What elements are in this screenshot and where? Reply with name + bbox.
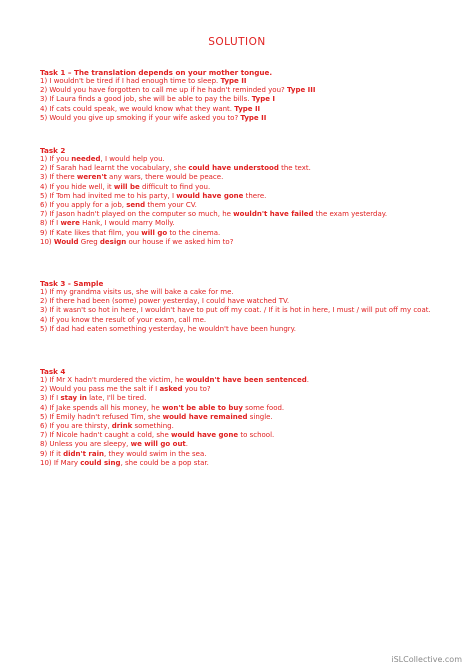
answer-text: we will go out <box>130 440 186 449</box>
task-1-section <box>40 68 452 123</box>
sentence-line <box>40 201 452 210</box>
sentence-text: 2) If there had been (some) power yesterday, I could have watched TV. <box>40 297 290 306</box>
sentence-text: , they would swim in the sea. <box>103 449 207 458</box>
task-4-heading: Task 4 <box>40 367 66 376</box>
answer-text: weren't <box>76 173 107 182</box>
sentence-text: to the cinema. <box>167 228 221 237</box>
answer-text: send <box>126 201 146 210</box>
answer-text: won't be able to buy <box>162 403 243 412</box>
answer-text: could have understood <box>188 164 279 173</box>
sentence-line <box>40 164 452 173</box>
sentence-line <box>40 440 452 449</box>
sentence-line <box>40 325 452 334</box>
sentence-text: 9) If it <box>40 449 64 458</box>
sentence-line <box>40 183 452 192</box>
answer-text: Type II <box>220 77 247 85</box>
sentence-line <box>40 404 452 413</box>
sentence-text: something. <box>132 422 174 431</box>
sentence-line <box>40 86 452 95</box>
sentence-text: 10) If Mary <box>40 458 81 467</box>
sentence-text: 8) If I <box>40 219 61 228</box>
sentence-line <box>40 422 452 431</box>
answer-text: Would <box>53 237 79 246</box>
sentence-text: Greg <box>78 237 100 246</box>
task-3-section <box>40 279 452 334</box>
sentence-text: 6) If you apply for a job, <box>40 201 127 210</box>
sentence-text: 2) Would you pass me the salt if I <box>40 385 160 394</box>
sentence-line <box>40 376 452 385</box>
sentence-text: 4) If you know the result of your exam, call me. <box>40 315 207 324</box>
answer-text: wouldn't have been sentenced <box>185 376 307 384</box>
task-3-lines <box>40 288 452 334</box>
sentence-text: 1) If you <box>40 155 72 163</box>
sentence-text: them your CV. <box>145 201 197 210</box>
sentence-line <box>40 95 452 104</box>
sentence-text: , I would help you. <box>100 155 165 163</box>
sentence-line <box>40 173 452 182</box>
sentence-text: 5) If Tom had invited me to his party, I <box>40 191 177 200</box>
answer-text: didn't rain <box>63 449 104 458</box>
answer-text: could sing <box>80 458 121 467</box>
sentence-text: 1) I wouldn't be tired if I had enough time to sleep. <box>40 77 221 85</box>
sentence-text: to school. <box>238 431 275 440</box>
sentence-text: you to? <box>182 385 211 394</box>
answer-text: stay in <box>60 394 87 403</box>
answer-text: wouldn't have failed <box>233 210 314 219</box>
answer-text: needed <box>71 155 101 163</box>
page-title: SOLUTION <box>208 36 266 48</box>
sentence-line <box>40 450 452 459</box>
sentence-text: . <box>306 376 309 384</box>
answer-text: design <box>99 237 127 246</box>
sentence-line <box>40 238 452 247</box>
sentence-line <box>40 431 452 440</box>
sentence-text: difficult to find you. <box>139 182 211 191</box>
sentence-line <box>40 192 452 201</box>
sentence-line <box>40 155 452 164</box>
sentence-text: 2) Would you have forgotten to call me up if he hadn't reminded you? <box>40 86 287 95</box>
answer-text: would have remained <box>162 412 248 421</box>
sentence-text: 3) If Laura finds a good job, she will be able to pay the bills. <box>40 95 252 104</box>
answer-text: drink <box>111 422 133 431</box>
sentence-text: 5) If Emily hadn't refused Tim, she <box>40 412 163 421</box>
sentence-text: 4) If cats could speak, we would know what they want. <box>40 104 235 113</box>
sentence-text: the exam yesterday. <box>313 210 388 219</box>
sentence-text: any wars, there would be peace. <box>106 173 224 182</box>
task-1-lines <box>40 77 452 123</box>
sentence-text: late, I'll be tired. <box>86 394 147 403</box>
answer-text: were <box>60 219 80 228</box>
task-4-section <box>40 367 452 468</box>
sentence-text: 8) Unless you are sleepy, <box>40 440 131 449</box>
answer-text: would have gone <box>170 431 239 440</box>
sentence-text: 4) If you hide well, it <box>40 182 114 191</box>
sentence-line <box>40 219 452 228</box>
sentence-line <box>40 306 452 315</box>
sentence-text: 5) If dad had eaten something yesterday, he wouldn't have been hungry. <box>40 324 297 333</box>
sentence-line <box>40 316 452 325</box>
sentence-line <box>40 114 452 123</box>
task-3-heading: Task 3 - Sample <box>40 279 104 288</box>
sentence-line <box>40 297 452 306</box>
sentence-text: 7) If Jason hadn't played on the computer so much, he <box>40 210 234 219</box>
answer-text: Type II <box>234 104 261 113</box>
sentence-text: single. <box>247 412 273 421</box>
sentence-line <box>40 77 452 86</box>
sentence-text: the text. <box>278 164 311 173</box>
answer-text: Type III <box>286 86 316 95</box>
sentence-text: 5) Would you give up smoking if your wife asked you to? <box>40 113 241 122</box>
answer-text: Type I <box>251 95 275 104</box>
sentence-text: there. <box>243 191 267 200</box>
sentence-text: Hank, I would marry Molly. <box>79 219 175 228</box>
sentence-line <box>40 385 452 394</box>
answer-text: would have gone <box>176 191 244 200</box>
answer-text: Type II <box>240 113 267 122</box>
sentence-text: 1) If Mr X hadn't murdered the victim, he <box>40 376 186 384</box>
sentence-text: 6) If you are thirsty, <box>40 422 112 431</box>
sentence-text: 3) If there <box>40 173 77 182</box>
task-2-lines <box>40 155 452 247</box>
answer-text: will be <box>113 182 140 191</box>
sentence-text: . <box>185 440 189 449</box>
sentence-text: 3) If I <box>40 394 61 403</box>
sentence-text: 9) If Kate likes that film, you <box>40 228 142 237</box>
sentence-line <box>40 288 452 297</box>
task-1-heading: Task 1 – The translation depends on your mother tongue. <box>40 68 273 77</box>
sentence-text: 4) If Jake spends all his money, he <box>40 403 163 412</box>
task-2-heading: Task 2 <box>40 146 66 155</box>
sentence-text: , she could be a pop star. <box>120 458 209 467</box>
task-2-section <box>40 146 452 247</box>
sentence-text: 10) <box>40 237 54 246</box>
sentence-text: 1) If my grandma visits us, she will bake a cake for me. <box>40 288 234 296</box>
sentence-text: our house if we asked him to? <box>126 237 234 246</box>
sentence-line <box>40 394 452 403</box>
task-4-lines <box>40 376 452 468</box>
footer-watermark: iSLCollective.com <box>391 655 462 664</box>
answer-text: asked <box>159 385 183 394</box>
sentence-text: 7) If Nicole hadn't caught a cold, she <box>40 431 171 440</box>
sentence-text: 2) If Sarah had learnt the vocabulary, she <box>40 164 189 173</box>
sentence-line <box>40 229 452 238</box>
sentence-line <box>40 413 452 422</box>
sentence-text: 3) If it wasn't so hot in here, I wouldn't have to put off my coat. / If it is hot in here, I must / will put off my coat. <box>40 306 431 315</box>
sentence-text: some food. <box>242 403 285 412</box>
sentence-line <box>40 459 452 468</box>
sentence-line <box>40 105 452 114</box>
answer-text: will go <box>141 228 168 237</box>
sentence-line <box>40 210 452 219</box>
